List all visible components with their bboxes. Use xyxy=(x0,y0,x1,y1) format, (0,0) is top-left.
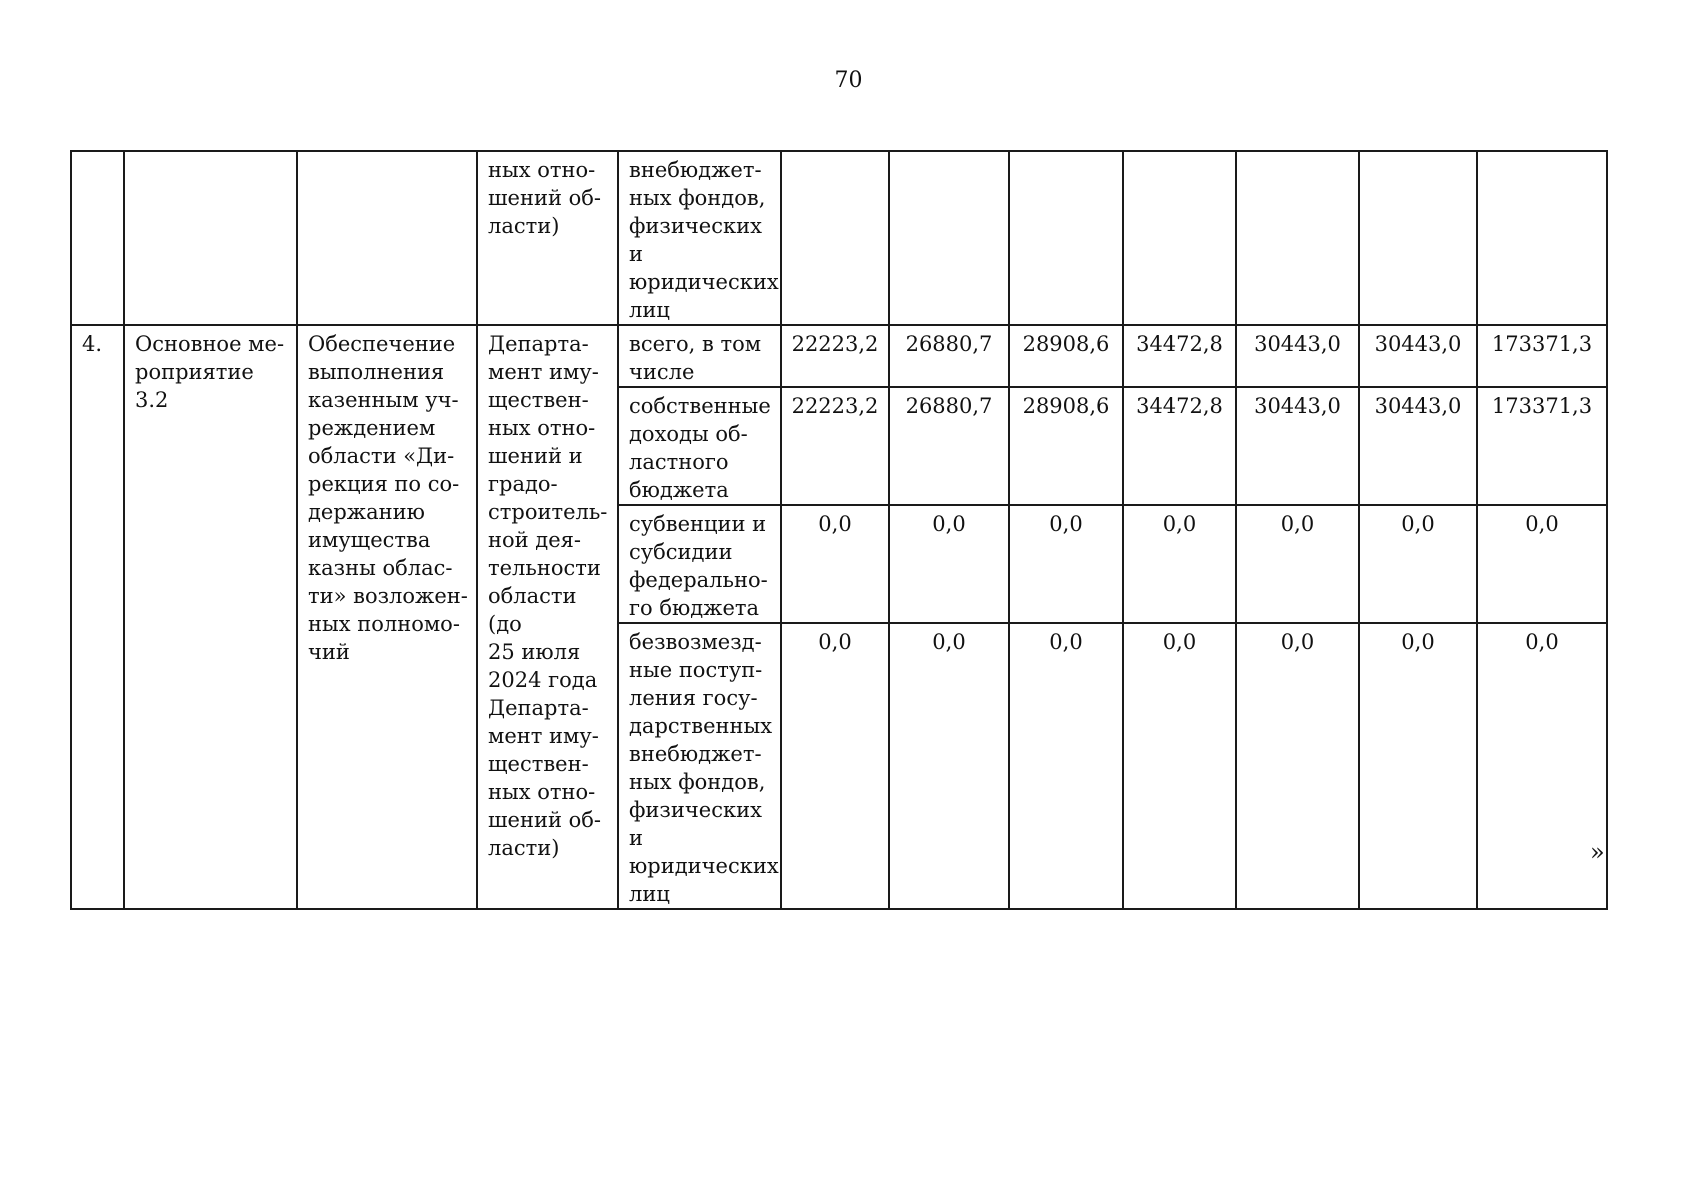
cell-value: 0,0 xyxy=(1009,623,1123,909)
cell-source-tail: внебюджет- ных фондов, физических и юридических лиц xyxy=(618,151,781,325)
cell-activity-title: Основное ме- роприятие 3.2 xyxy=(124,325,297,909)
cell-value: 30443,0 xyxy=(1236,387,1359,505)
cell-value-empty xyxy=(781,151,889,325)
cell-value: 0,0 xyxy=(889,623,1009,909)
cell-value-empty xyxy=(1359,151,1477,325)
cell-source-label: всего, в том числе xyxy=(618,325,781,387)
cell-value: 0,0 xyxy=(1123,505,1236,623)
cell-value-empty xyxy=(1009,151,1123,325)
cell-value: 0,0 xyxy=(1236,505,1359,623)
cell-source-label: собственные доходы об- ластного бюджета xyxy=(618,387,781,505)
cell-value: 0,0 xyxy=(781,623,889,909)
cell-value-empty xyxy=(1123,151,1236,325)
cell-value: 0,0 xyxy=(889,505,1009,623)
cell-value-empty xyxy=(1236,151,1359,325)
cell-value: 26880,7 xyxy=(889,387,1009,505)
cell-value: 0,0 xyxy=(1123,623,1236,909)
cell-value: 30443,0 xyxy=(1236,325,1359,387)
table-row xyxy=(71,325,1607,387)
cell-value-empty xyxy=(1477,151,1607,325)
continued-row xyxy=(71,151,1607,325)
cell-value: 22223,2 xyxy=(781,325,889,387)
cell-row-index: 4. xyxy=(71,325,124,909)
cell-value: 30443,0 xyxy=(1359,325,1477,387)
cell-description-empty xyxy=(297,151,477,325)
cell-value: 28908,6 xyxy=(1009,387,1123,505)
cell-value: 0,0 xyxy=(1009,505,1123,623)
cell-value: 0,0 xyxy=(1359,623,1477,909)
cell-value-empty xyxy=(889,151,1009,325)
cell-value: 173371,3 xyxy=(1477,387,1607,505)
cell-value: 0,0 xyxy=(1477,623,1607,909)
cell-value: 0,0 xyxy=(1359,505,1477,623)
cell-value: 34472,8 xyxy=(1123,387,1236,505)
cell-source-label: субвенции и субсидии федерально- го бюджета xyxy=(618,505,781,623)
cell-department-tail: ных отно- шений об- ласти) xyxy=(477,151,618,325)
cell-value: 34472,8 xyxy=(1123,325,1236,387)
cell-value: 22223,2 xyxy=(781,387,889,505)
cell-responsible-department: Департа- мент иму- ществен- ных отно- шений и градо- строитель- ной дея- тельности области (до 25 июля 2024 года Департа- мент иму- ществен- ных отно- шений об- ласти) xyxy=(477,325,618,909)
page-number: 70 xyxy=(834,68,863,93)
closing-quote: » xyxy=(1590,838,1605,866)
cell-value: 0,0 xyxy=(781,505,889,623)
cell-value: 28908,6 xyxy=(1009,325,1123,387)
cell-value: 0,0 xyxy=(1236,623,1359,909)
cell-value: 26880,7 xyxy=(889,325,1009,387)
budget-table xyxy=(70,150,1608,910)
cell-activity-description: Обеспечение выполнения казенным уч- реждением области «Ди- рекция по со- держанию имущества казны облас- ти» возложен- ных полномо- чий xyxy=(297,325,477,909)
cell-index-empty xyxy=(71,151,124,325)
cell-source-label: безвозмезд- ные поступ- ления госу- дарственных внебюджет- ных фондов, физических и юридических лиц xyxy=(618,623,781,909)
cell-value: 0,0 xyxy=(1477,505,1607,623)
cell-title-empty xyxy=(124,151,297,325)
cell-value: 173371,3 xyxy=(1477,325,1607,387)
cell-value: 30443,0 xyxy=(1359,387,1477,505)
